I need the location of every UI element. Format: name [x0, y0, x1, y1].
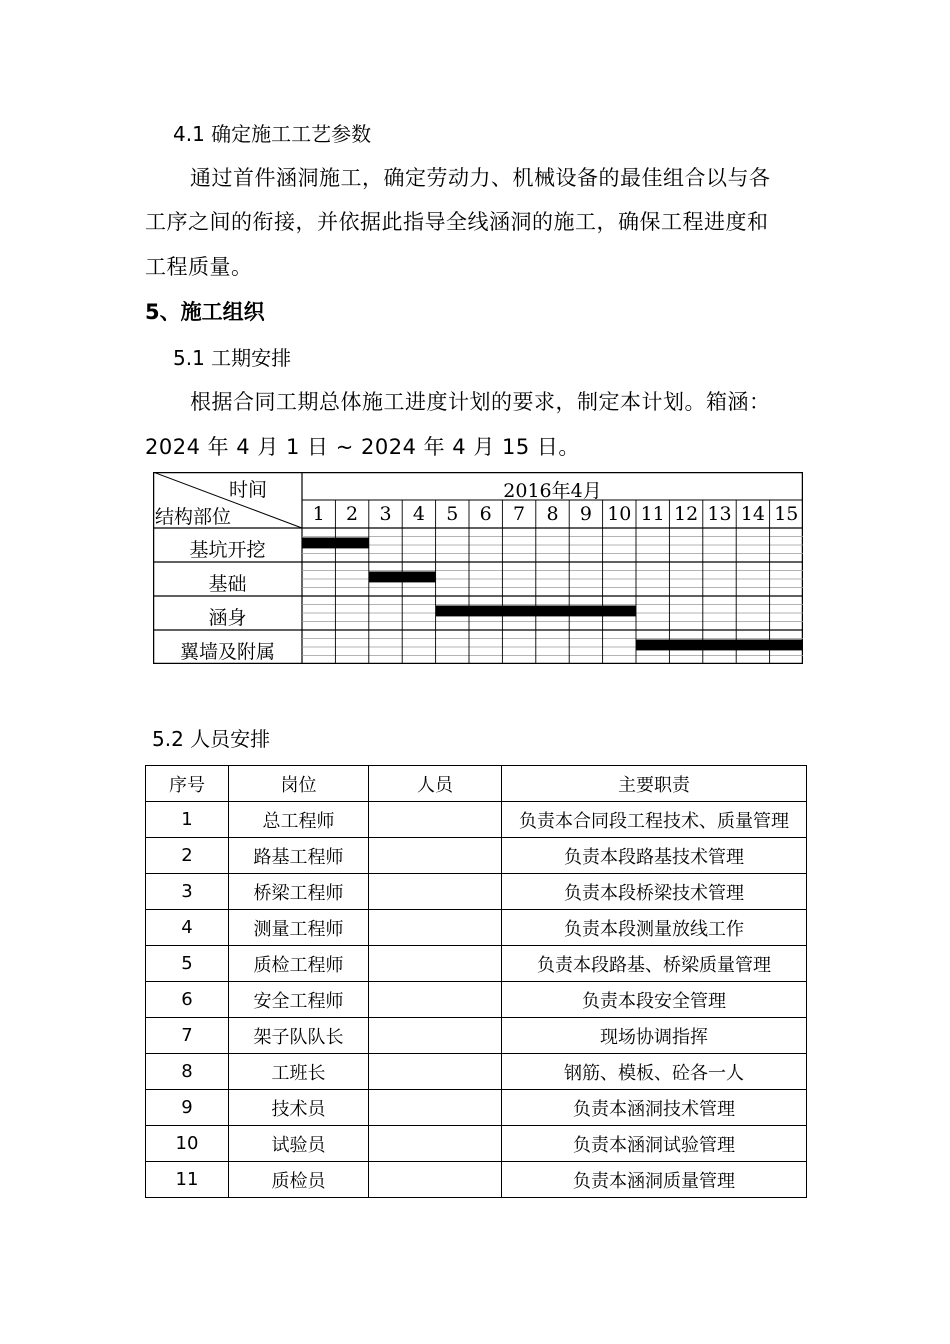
- table-row: [146, 910, 807, 946]
- cell-duties: 负责本段路基、桥梁质量管理: [502, 946, 807, 982]
- cell-duties: 负责本段桥梁技术管理: [502, 874, 807, 910]
- cell-no: 5: [146, 946, 229, 982]
- paragraph-line: 根据合同工期总体施工进度计划的要求，制定本计划。箱涵：: [190, 390, 771, 414]
- cell-personnel: [369, 1162, 502, 1198]
- cell-personnel: [369, 874, 502, 910]
- day-label: 8: [546, 503, 559, 525]
- month-label: 2016年4月: [503, 480, 602, 502]
- day-label: 4: [412, 503, 425, 525]
- section-5-2-heading: 5.2 人员安排: [152, 727, 271, 751]
- paragraph-line: 工序之间的衔接，并依据此指导全线涵洞的施工，确保工程进度和: [145, 210, 769, 234]
- header-personnel: 人员: [369, 766, 502, 802]
- cell-no: 4: [146, 910, 229, 946]
- cell-position: 质检员: [229, 1162, 369, 1198]
- cell-personnel: [369, 1054, 502, 1090]
- task-bar: [436, 606, 636, 617]
- paragraph-line: 2024 年 4 月 1 日 ~ 2024 年 4 月 15 日。: [145, 435, 580, 459]
- task-bar: [369, 572, 436, 583]
- paragraph-line: 工程质量。: [145, 255, 253, 279]
- cell-duties: 负责本段测量放线工作: [502, 910, 807, 946]
- day-label: 13: [707, 503, 732, 525]
- header-position: 岗位: [229, 766, 369, 802]
- cell-duties: 现场协调指挥: [502, 1018, 807, 1054]
- cell-no: 1: [146, 802, 229, 838]
- schedule-gantt-chart: [153, 472, 803, 664]
- task-label: 基坑开挖: [189, 539, 266, 561]
- cell-duties: 负责本段安全管理: [502, 982, 807, 1018]
- header-duties: 主要职责: [502, 766, 807, 802]
- cell-position: 总工程师: [229, 802, 369, 838]
- table-row: [146, 1054, 807, 1090]
- cell-no: 6: [146, 982, 229, 1018]
- cell-no: 3: [146, 874, 229, 910]
- day-label: 15: [774, 503, 799, 525]
- day-label: 7: [513, 503, 526, 525]
- day-label: 2: [346, 503, 359, 525]
- cell-no: 9: [146, 1090, 229, 1126]
- cell-no: 8: [146, 1054, 229, 1090]
- table-row: [146, 802, 807, 838]
- cell-position: 桥梁工程师: [229, 874, 369, 910]
- cell-no: 11: [146, 1162, 229, 1198]
- cell-position: 测量工程师: [229, 910, 369, 946]
- day-label: 9: [579, 503, 592, 525]
- staff-table-header: [146, 766, 807, 802]
- table-row: [146, 946, 807, 982]
- task-label: 涵身: [208, 607, 247, 629]
- cell-position: 路基工程师: [229, 838, 369, 874]
- cell-no: 7: [146, 1018, 229, 1054]
- day-label: 6: [479, 503, 492, 525]
- staff-table: [145, 765, 807, 1198]
- table-row: [146, 1090, 807, 1126]
- day-label: 10: [607, 503, 632, 525]
- cell-personnel: [369, 982, 502, 1018]
- section-5-1-heading: 5.1 工期安排: [173, 346, 292, 370]
- task-bar: [636, 640, 803, 651]
- day-label: 3: [379, 503, 392, 525]
- cell-no: 2: [146, 838, 229, 874]
- day-label: 1: [312, 503, 325, 525]
- table-row: [146, 982, 807, 1018]
- cell-duties: 负责本段路基技术管理: [502, 838, 807, 874]
- cell-duties: 负责本合同段工程技术、质量管理: [502, 802, 807, 838]
- cell-no: 10: [146, 1126, 229, 1162]
- cell-personnel: [369, 1018, 502, 1054]
- cell-position: 质检工程师: [229, 946, 369, 982]
- corner-label-structure: 结构部位: [155, 506, 232, 528]
- table-row: [146, 1162, 807, 1198]
- cell-personnel: [369, 946, 502, 982]
- paragraph-line: 通过首件涵洞施工，确定劳动力、机械设备的最佳组合以与各: [190, 166, 771, 190]
- section-5-heading: 5、施工组织: [145, 300, 265, 324]
- cell-personnel: [369, 1090, 502, 1126]
- cell-position: 技术员: [229, 1090, 369, 1126]
- table-row: [146, 838, 807, 874]
- cell-personnel: [369, 838, 502, 874]
- table-row: [146, 1126, 807, 1162]
- table-row: [146, 1018, 807, 1054]
- cell-personnel: [369, 910, 502, 946]
- day-label: 12: [673, 503, 699, 525]
- cell-position: 试验员: [229, 1126, 369, 1162]
- cell-personnel: [369, 802, 502, 838]
- day-label: 11: [640, 503, 665, 525]
- cell-personnel: [369, 1126, 502, 1162]
- cell-position: 架子队队长: [229, 1018, 369, 1054]
- day-label: 5: [446, 503, 459, 525]
- task-bar: [302, 538, 369, 549]
- cell-position: 工班长: [229, 1054, 369, 1090]
- cell-duties: 负责本涵洞质量管理: [502, 1162, 807, 1198]
- task-label: 基础: [208, 573, 247, 595]
- cell-position: 安全工程师: [229, 982, 369, 1018]
- corner-label-time: 时间: [228, 479, 267, 501]
- cell-duties: 负责本涵洞试验管理: [502, 1126, 807, 1162]
- table-row: [146, 874, 807, 910]
- day-label: 14: [740, 503, 765, 525]
- cell-duties: 负责本涵洞技术管理: [502, 1090, 807, 1126]
- section-4-1-heading: 4.1 确定施工工艺参数: [173, 122, 372, 146]
- header-no: 序号: [146, 766, 229, 802]
- cell-duties: 钢筋、模板、砼各一人: [502, 1054, 807, 1090]
- task-label: 翼墙及附属: [179, 641, 275, 663]
